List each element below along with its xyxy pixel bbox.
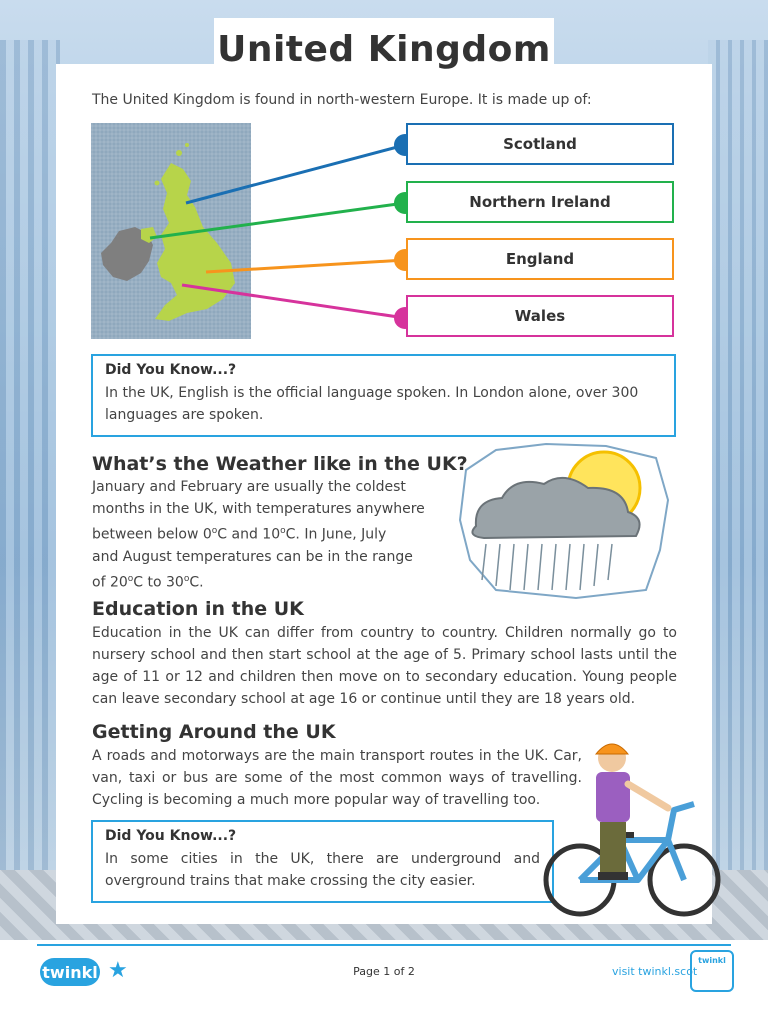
background-building-left	[0, 40, 60, 920]
transport-heading: Getting Around the UK	[92, 721, 336, 743]
country-label-wales: Wales	[514, 307, 566, 325]
education-heading: Education in the UK	[92, 598, 304, 620]
star-icon: ★	[108, 958, 128, 983]
did-you-know-heading-2: Did You Know...?	[105, 828, 237, 844]
country-box-wales	[406, 295, 674, 337]
country-label-northern-ireland: Northern Ireland	[469, 193, 611, 211]
country-box-northern-ireland	[406, 181, 674, 223]
title-box	[214, 18, 554, 80]
uk-map-graphic	[91, 123, 251, 339]
country-label-scotland: Scotland	[503, 135, 577, 153]
country-label-england: England	[505, 250, 575, 268]
website-link[interactable]: visit twinkl.scot	[612, 965, 698, 978]
did-you-know-text-2: In some cities in the UK, there are underground and overground trains that make crossing the city easier.	[105, 851, 540, 889]
page-number: Page 1 of 2	[353, 965, 415, 978]
weather-text: January and February are usually the coldest months in the UK, with temperatures anywhere between below 0$^o$C and 10$^o$C. In June, July and August temperatures can be in the range of 20$^o$C to 30$^o$C.	[92, 479, 425, 591]
quality-badge-icon: twinkl	[690, 950, 734, 992]
twinkl-logo: twinkl	[40, 958, 100, 986]
did-you-know-text: In the UK, English is the official language spoken. In London alone, over 300 languages are spoken.	[105, 385, 639, 423]
weather-heading: What’s the Weather like in the UK?	[92, 453, 468, 475]
weather-illustration	[456, 440, 672, 600]
country-box-scotland	[406, 123, 674, 165]
great-britain-shape	[155, 163, 235, 321]
intro-text: The United Kingdom is found in north-western Europe. It is made up of:	[92, 92, 592, 108]
transport-text: A roads and motorways are the main transport routes in the UK. Car, van, taxi or bus are some of the most common ways of travelling. Cycling is becoming a much more popular way of travelling too.	[92, 748, 582, 808]
country-box-england	[406, 238, 674, 280]
footer-divider	[37, 944, 731, 946]
did-you-know-box-language	[91, 354, 676, 437]
did-you-know-box-trains	[91, 820, 554, 903]
page-title: United Kingdom	[217, 28, 551, 70]
education-text: Education in the UK can differ from country to country. Children normally go to nursery school and then start school at the age of 5. Primary school lasts until the age of 11 or 12 and children then move on to secondary education. Young people can leave secondary school at age 16 or continue until they are 18 years old.	[92, 625, 677, 707]
uk-map	[91, 123, 251, 339]
did-you-know-heading: Did You Know...?	[105, 362, 237, 378]
cyclist-illustration	[538, 736, 728, 926]
